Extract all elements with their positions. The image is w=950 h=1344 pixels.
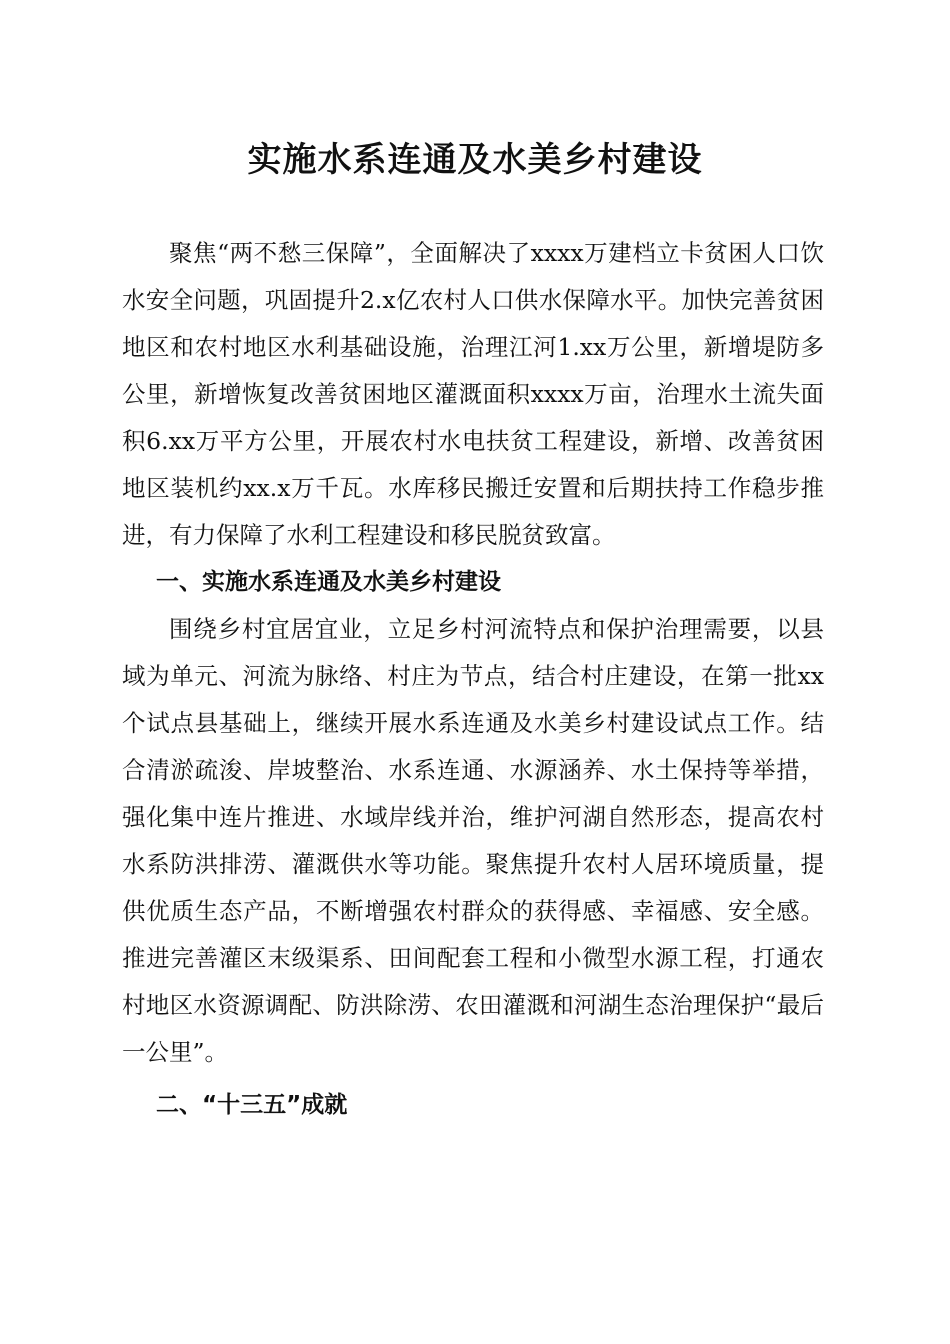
document-title: 实施水系连通及水美乡村建设 [247, 140, 703, 180]
intro-paragraph: 聚焦“两不愁三保障”，全面解决了xxxx万建档立卡贫困人口饮水安全问题，巩固提升2.x亿农村人口供水保障水平。加快完善贫困地区和农村地区水利基础设施，治理江河1.xx万公里，新增堤防多公里，新增恢复改善贫困地区灌溉面积xxxx万亩，治理水土流失面积6.xx万平方公里，开展农村水电扶贫工程建设，新增、改善贫困地区装机约xx.x万千瓦。水库移民搬迁安置和后期扶持工作稳步推进，有力保障了水利工程建设和移民脱贫致富。 [122, 239, 824, 549]
document-body [122, 230, 824, 1129]
section-1-paragraph: 围绕乡村宜居宜业，立足乡村河流特点和保护治理需要，以县域为单元、河流为脉络、村庄为节点，结合村庄建设，在第一批xx个试点县基础上，继续开展水系连通及水美乡村建设试点工作。结合清淤疏浚、岸坡整治、水系连通、水源涵养、水土保持等举措，强化集中连片推进、水域岸线并治，维护河湖自然形态，提高农村水系防洪排涝、灌溉供水等功能。聚焦提升农村人居环境质量，提供优质生态产品，不断增强农村群众的获得感、幸福感、安全感。推进完善灌区末级渠系、田间配套工程和小微型水源工程，打通农村地区水资源调配、防洪除涝、农田灌溉和河湖生态治理保护“最后一公里”。 [122, 615, 824, 1066]
section-heading-2: 二、“十三五”成就 [156, 1092, 348, 1118]
section-heading-1: 一、实施水系连通及水美乡村建设 [156, 569, 501, 595]
